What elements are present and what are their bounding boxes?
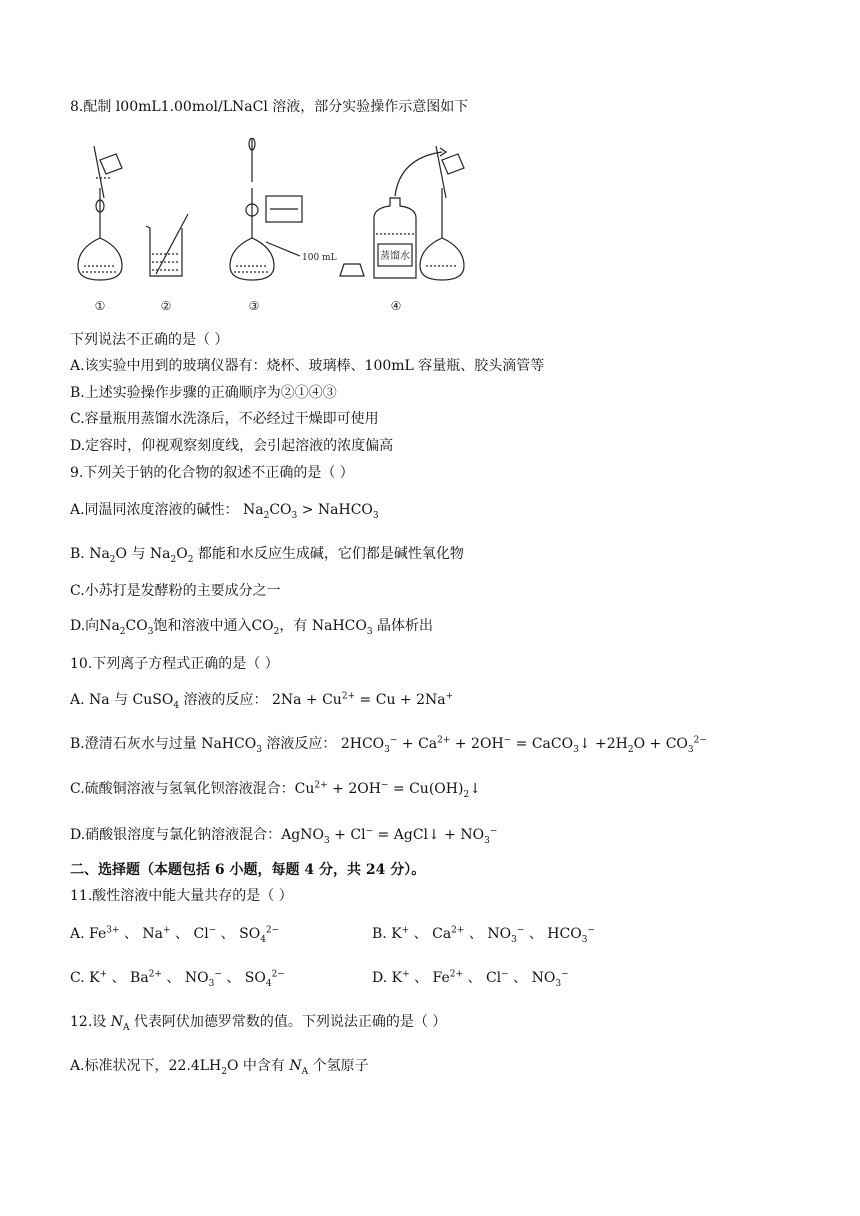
q8-stem: 8.配制 l00mL1.00mol/LNaCl 溶液，部分实验操作示意图如下 [70, 99, 469, 115]
q11-stem: 11.酸性溶液中能大量共存的是（ ） [70, 888, 293, 904]
experiment-figure [70, 138, 470, 318]
q8-option-a: A.该实验中用到的玻璃仪器有：烧杯、玻璃棒、100mL 容量瓶、胶头滴管等 [70, 358, 545, 374]
q11-option-c: C. K+ 、 $Ba^{2+}$ 、 $NO_3^-$ 、 $SO_4^{2-}$ [70, 969, 285, 989]
label-4: ④ [390, 299, 402, 313]
q8-option-c: C.容量瓶用蒸馏水洗涤后，不必经过干燥即可使用 [70, 411, 379, 427]
q11-option-b: B. K+ 、 $Ca^{2+}$ 、 $NO_3^-$ 、 $HCO_3^-$ [372, 925, 595, 945]
label-3: ③ [248, 299, 260, 313]
apparatus-2-dissolve [146, 214, 188, 276]
q9-option-b: B. $Na_2O$ 与 $Na_2O_2$ 都能和水反应生成碱，它们都是碱性氧化物 [70, 546, 464, 565]
q9-option-d: D.向$Na_2CO_3$饱和溶液中通入$CO_2$，有 NaHCO$_3$ 晶体析出 [70, 618, 434, 637]
q8-option-b: B.上述实验操作步骤的正确顺序为②①④③ [70, 385, 337, 401]
q11-option-d: D. K+ 、 $Fe^{2+}$ 、 Cl− 、 $NO_3^-$ [372, 969, 569, 989]
q10-option-d: D.硝酸银溶度与氯化钠溶液混合：AgNO$_3$ + Cl− = AgCl↓ + $NO_3^-$ [70, 826, 498, 846]
label-1: ① [94, 299, 106, 313]
q12-stem: 12.设 $N_A$ 代表阿伏加德罗常数的值。下列说法正确的是（ ） [70, 1014, 447, 1033]
q9-stem: 9.下列关于钠的化合物的叙述不正确的是（ ） [70, 465, 354, 481]
q10-stem: 10.下列离子方程式正确的是（ ） [70, 656, 279, 672]
q10-option-b: B.澄清石灰水与过量 NaHCO$_3$ 溶液反应： $2HCO_3^- + Ca^{2+} + 2OH^-$ = CaCO$_3$↓ $+2H_2O + CO_3^{2-}$ [70, 735, 707, 755]
q9-option-c: C.小苏打是发酵粉的主要成分之一 [70, 583, 281, 599]
label-2: ② [160, 299, 172, 313]
q8-option-d: D.定容时，仰视观察刻度线，会引起溶液的浓度偏高 [70, 438, 394, 454]
section-title: 二、选择题（本题包括 6 小题，每题 4 分，共 24 分）。 [70, 862, 426, 878]
bottle-label: 蒸馏水 [380, 251, 410, 262]
q9-option-a: A.同温同浓度溶液的碱性： $Na_2CO_3$ > NaHCO$_3$ [70, 502, 379, 521]
apparatus-1-transfer [78, 146, 122, 280]
flask-mark: 100 mL [302, 253, 337, 263]
q12-option-a: A.标准状况下，$22.4LH_2O$ 中含有 $N_A$ 个氢原子 [70, 1058, 369, 1077]
q8-ask: 下列说法不正确的是（ ） [70, 332, 229, 348]
q10-option-c: C.硫酸铜溶液与氢氧化钡溶液混合：$Cu^{2+} + 2OH^-$ = $Cu(OH)_2↓$ [70, 780, 481, 800]
q10-option-a: A. Na 与 CuSO$_4$ 溶液的反应： $2Na + Cu^{2+} = Cu + 2Na^+$ [70, 691, 454, 711]
q11-option-a: A. $Fe^{3+}$ 、 Na+ 、 Cl− 、 $SO_4^{2-}$ [70, 925, 280, 945]
apparatus-3-fix-volume [230, 138, 302, 280]
